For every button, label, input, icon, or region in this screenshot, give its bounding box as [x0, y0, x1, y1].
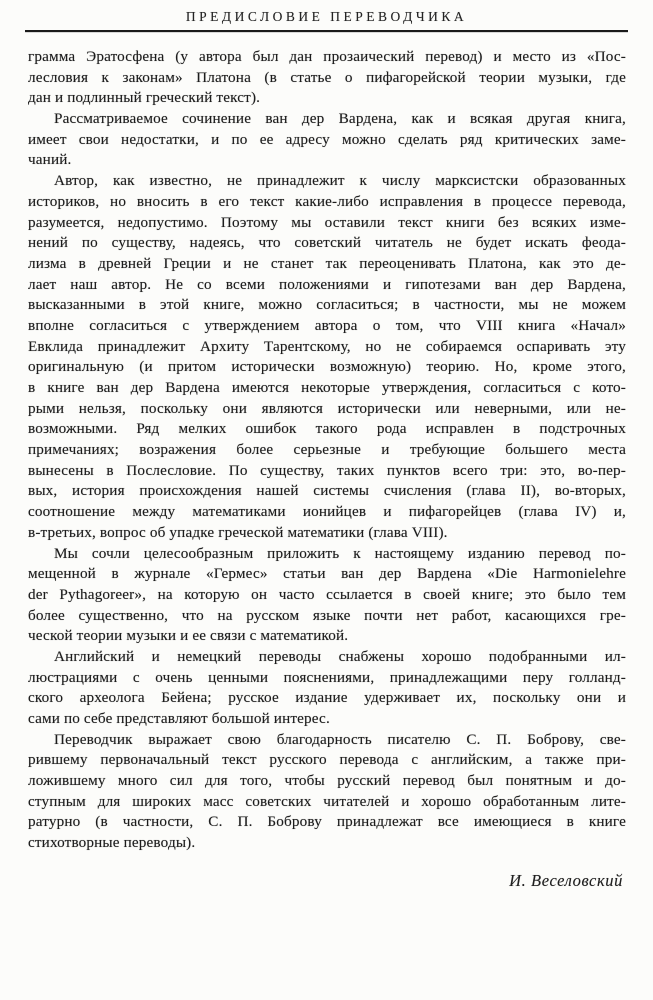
text-line: рившему первоначальный текст русского перевода с английским, а также при-	[28, 751, 626, 769]
text-line: ступным для широких масс советских читателей и хорошо обработанным лите-	[28, 792, 626, 810]
text-line: ратурно (в частности, С. П. Боброву принадлежат все имеющиеся в книге	[28, 813, 626, 831]
text-line: рыми нельзя, поскольку они являются исторически или неверными, или не-	[28, 399, 626, 417]
text-line: мещенной в журнале «Гермес» статьи ван дер Вардена «Die Harmonielehre	[28, 565, 626, 583]
text-line: Переводчик выражает свою благодарность писателю С. П. Боброву, све-	[54, 730, 626, 748]
text-line: сами по себе представляют большой интерес.	[28, 710, 330, 727]
text-line: нений по существу, надеясь, что советский читатель не будет искать феода-	[28, 234, 626, 252]
text-line: ложившему много сил для того, чтобы русский перевод был понятным и до-	[28, 772, 626, 790]
text-line: дан и подлинный греческий текст).	[28, 89, 261, 107]
translator-signature: И. Веселовский	[509, 870, 623, 890]
text-line: примечаниях; возражения более серьезные и требующие большего места	[28, 441, 626, 459]
text-line: Английский и немецкий переводы снабжены хорошо подобранными ил-	[54, 647, 626, 665]
text-line: Рассматриваемое сочинение ван дер Вардена, как и всякая другая книга,	[54, 110, 626, 128]
text-block	[28, 47, 626, 854]
text-line: Мы сочли целесообразным приложить к настоящему изданию перевод по-	[54, 544, 626, 562]
page-header-title: ПРЕДИСЛОВИЕ ПЕРЕВОДЧИКА	[185, 9, 468, 24]
text-line: соотношение между математиками ионийцев и пифагорейцев (глава IV) и,	[28, 503, 626, 521]
header-rule	[25, 30, 628, 32]
text-line: грамма Эратосфена (у автора был дан прозаический перевод) и место из «Пос-	[28, 48, 626, 65]
text-line: лизма в древней Греции и не станет так переоценивать Платона, как это де-	[28, 254, 626, 272]
text-line: Евклида принадлежит Архиту Тарентскому, но не собираемся оспаривать эту	[28, 337, 626, 355]
text-line: в книге ван дер Вардена имеются некоторые утверждения, согласиться с кото-	[28, 379, 626, 396]
text-line: высказанными в этой книге, можно согласиться; в частности, мы не можем	[28, 296, 626, 314]
text-line: вполне согласиться с утверждением автора о том, что VIII книга «Начал»	[28, 316, 626, 334]
text-line: историков, но вносить в его текст какие-либо исправления в процессе перевода,	[28, 192, 626, 210]
text-line: разумеется, недопустимо. Поэтому мы оставили текст книги без всяких изме-	[28, 213, 626, 231]
text-line: лает наш автор. Не со всеми положениями и гипотезами ван дер Вардена,	[28, 275, 626, 293]
text-line: Автор, как известно, не принадлежит к числу марксистски образованных	[54, 172, 626, 190]
text-line: вых, история происхождения нашей системы счисления (глава II), во-вторых,	[28, 482, 626, 500]
text-line: чаний.	[28, 151, 72, 169]
text-line: вынесены в Послесловие. По существу, таких пунктов всего три: это, во-пер-	[28, 461, 626, 479]
text-line: оригинальную (и притом исторически возможную) теорию. Но, кроме этого,	[28, 358, 626, 376]
text-line: более существенно, что на русском языке почти нет работ, касающихся гре-	[28, 606, 626, 624]
text-line: лесловия к законам» Платона (в статье о пифагорейской теории музыки, где	[28, 68, 626, 86]
text-line: der Pythagoreer», на которую он часто ссылается в своей книге; это было тем	[28, 585, 626, 603]
text-line: возможными. Ряд мелких ошибок такого рода исправлен в подстрочных	[28, 420, 626, 438]
text-line: имеет свои недостатки, и по ее адресу можно сделать ряд критических заме-	[28, 130, 626, 148]
text-line: ского археолога Бейена; русское издание удерживает их, поскольку они и	[28, 689, 626, 707]
text-line: стихотворные переводы).	[28, 834, 196, 852]
text-line: ческой теории музыки и ее связи с математикой.	[28, 627, 349, 645]
text-line: в-третьих, вопрос об упадке греческой математики (глава VIII).	[28, 523, 448, 541]
text-line: люстрациями с очень ценными пояснениями, принадлежащими перу голланд-	[28, 668, 626, 686]
